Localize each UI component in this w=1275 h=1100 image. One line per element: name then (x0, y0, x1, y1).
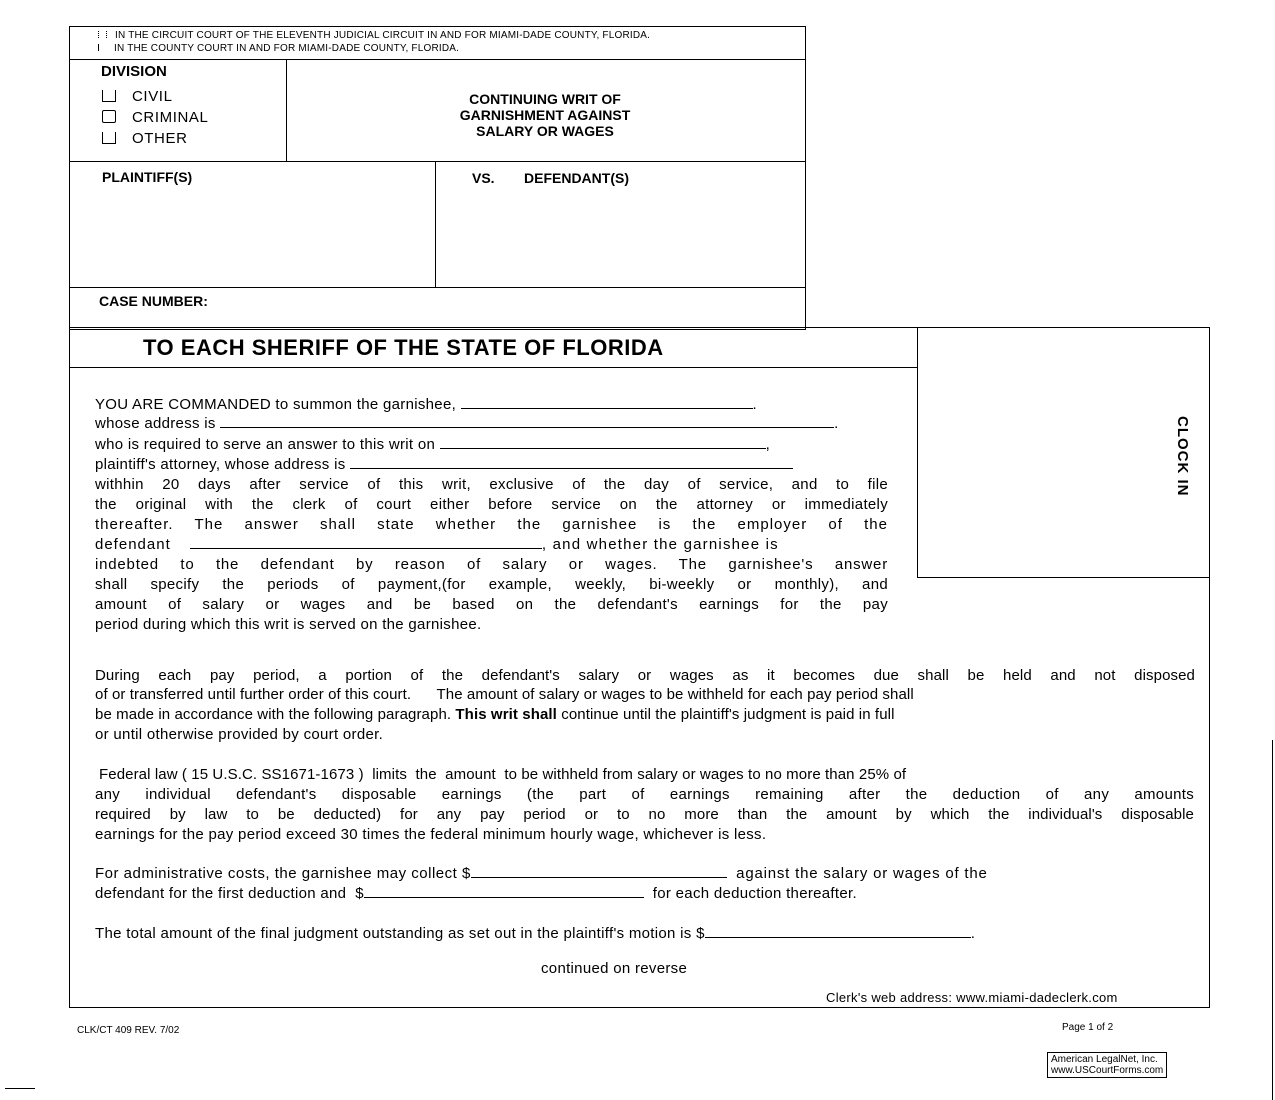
answer-line: who is required to serve an answer to this writ on , (95, 436, 771, 453)
body-line-10: shall specify the periods of payment,(for example, weekly, bi-weekly or monthly), and (95, 576, 888, 593)
pay-period-line-3: be made in accordance with the following paragraph. This writ shall continue until the plaintiff's judgment is paid in full (95, 706, 895, 723)
garnishee-field[interactable] (461, 395, 753, 409)
division-option-other[interactable]: OTHER (102, 130, 188, 147)
division-vertical-line (286, 59, 287, 161)
criminal-checkbox[interactable] (102, 110, 116, 123)
circuit-court-line: IN THE CIRCUIT COURT OF THE ELEVENTH JUDICIAL CIRCUIT IN AND FOR MIAMI-DADE COUNTY, FLORIDA. (98, 30, 650, 41)
body-line-9: indebted to the defendant by reason of salary or wages. The garnishee's answer (95, 556, 888, 573)
page-number: Page 1 of 2 (1062, 1022, 1114, 1033)
publisher-url: www.USCourtForms.com (1051, 1065, 1164, 1076)
admin-costs-line-2: defendant for the first deduction and $ for each deduction thereafter. (95, 885, 857, 902)
admin-costs-line-1: For administrative costs, the garnishee may collect $ against the salary or wages of the (95, 865, 988, 882)
clerk-web-address: Clerk's web address: www.miami-dadeclerk.com (826, 990, 1118, 1005)
header-divider-1 (69, 59, 806, 60)
federal-law-line-3: required by law to be deducted) for any pay period or to no more than the amount by which the individual's disposable (95, 806, 1194, 823)
judgment-amount-line: The total amount of the final judgment outstanding as set out in the plaintiff's motion is $ . (95, 925, 976, 942)
form-title: CONTINUING WRIT OF GARNISHMENT AGAINST SALARY OR WAGES (459, 91, 631, 139)
clock-in-label: CLOCK IN (1174, 416, 1191, 497)
division-heading: DIVISION (101, 63, 167, 80)
pay-period-line-1: During each pay period, a portion of the defendant's salary or wages as it becomes due shall be held and not disposed (95, 667, 1195, 684)
pay-period-line-4: or until otherwise provided by court order. (95, 726, 384, 743)
scan-edge-line (1272, 740, 1273, 1100)
clock-in-box (917, 327, 1210, 578)
publisher-logo-box (1047, 1052, 1167, 1078)
division-option-criminal[interactable]: CRIMINAL (102, 109, 208, 126)
body-line-7: thereafter. The answer shall state whether the garnishee is the employer of the (95, 516, 888, 533)
judgment-amount-field[interactable] (705, 924, 971, 938)
vs-label: VS. (472, 170, 495, 186)
division-option-civil[interactable]: CIVIL (102, 88, 173, 105)
first-deduction-amount-field[interactable] (471, 864, 727, 878)
federal-law-line-1: Federal law ( 15 U.S.C. SS1671-1673 ) limits the amount to be withheld from salary or wages to no more than 25% of (99, 766, 907, 783)
body-line-6: the original with the clerk of court either before service on the attorney or immediately (95, 496, 888, 513)
other-checkbox[interactable] (102, 132, 116, 144)
defendant-name-field[interactable] (190, 535, 542, 549)
attorney-address-line: plaintiff's attorney, whose address is (95, 455, 793, 475)
address-line: whose address is . (95, 415, 839, 432)
address-field[interactable] (220, 414, 834, 428)
form-id: CLK/CT 409 REV. 7/02 (77, 1025, 180, 1036)
defendant-line: defendant , and whether the garnishee is (95, 536, 779, 553)
parties-vertical-line (435, 161, 436, 287)
publisher-name: American LegalNet, Inc. (1051, 1054, 1158, 1065)
continued-on-reverse: continued on reverse (541, 960, 688, 977)
circuit-court-checkbox[interactable] (98, 31, 107, 38)
attorney-name-field[interactable] (440, 435, 766, 449)
case-number-label: CASE NUMBER: (99, 293, 208, 309)
sheriff-underline (69, 367, 918, 368)
sheriff-heading: TO EACH SHERIFF OF THE STATE OF FLORIDA (143, 335, 664, 360)
civil-checkbox[interactable] (102, 90, 116, 102)
body-line-11: amount of salary or wages and be based on the defendant's earnings for the pay (95, 596, 888, 613)
federal-law-line-4: earnings for the pay period exceed 30 times the federal minimum hourly wage, whichever is less. (95, 826, 767, 843)
body-line-12: period during which this writ is served on the garnishee. (95, 616, 482, 633)
defendant-label: DEFENDANT(S) (524, 170, 629, 186)
federal-law-line-2: any individual defendant's disposable earnings (the part of earnings remaining after the deduction of any amounts (95, 786, 1194, 803)
plaintiff-label: PLAINTIFF(S) (102, 169, 193, 185)
county-court-line: IN THE COUNTY COURT IN AND FOR MIAMI-DADE COUNTY, FLORIDA. (98, 43, 459, 54)
each-deduction-amount-field[interactable] (364, 884, 644, 898)
scan-mark (5, 1088, 35, 1089)
county-court-checkbox[interactable] (98, 44, 99, 51)
header-divider-2 (69, 161, 806, 162)
pay-period-line-2: of or transferred until further order of this court. The amount of salary or wages to be withheld for each pay period shall (95, 686, 914, 703)
body-line-5: withhin 20 days after service of this writ, exclusive of the day of service, and to file (95, 476, 888, 493)
garnishee-line: YOU ARE COMMANDED to summon the garnishee, . (95, 396, 757, 413)
header-divider-3 (69, 287, 806, 288)
attorney-address-field[interactable] (350, 455, 793, 469)
